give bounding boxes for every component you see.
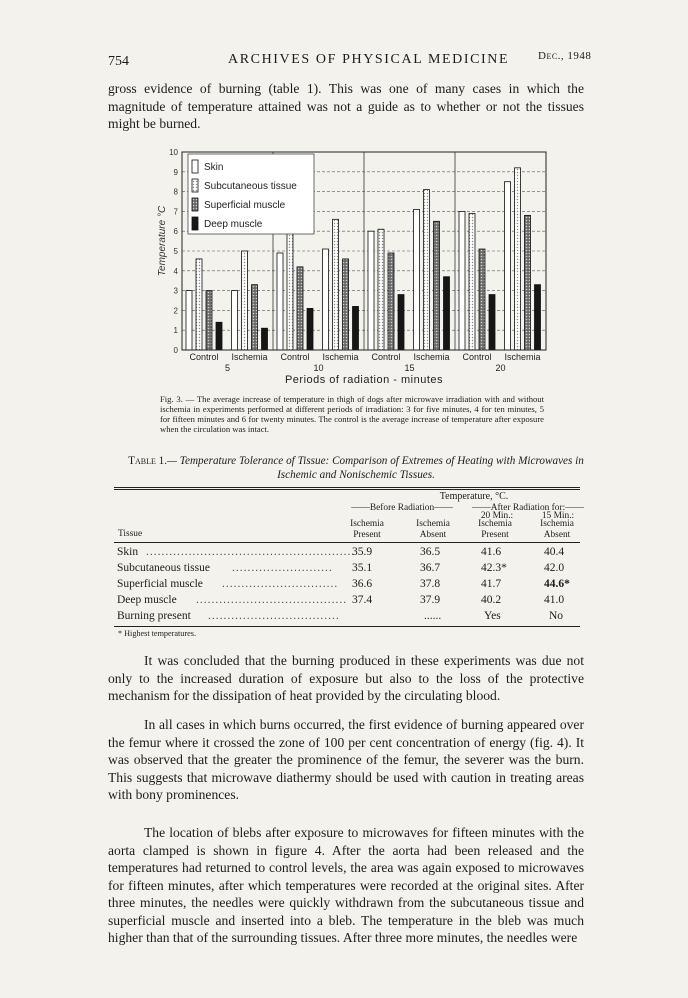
bar-subcutaneous-tissue <box>515 168 521 350</box>
table-cell: 36.6 <box>352 578 373 590</box>
table-row-tissue: Subcutaneous tissue <box>117 562 210 574</box>
issue-date: Dec., 1948 <box>538 50 592 62</box>
legend-swatch <box>192 198 198 211</box>
table-cell: 35.1 <box>352 562 373 574</box>
table-row-tissue: Deep muscle <box>117 594 177 606</box>
legend-label: Deep muscle <box>204 219 263 230</box>
y-tick-label: 4 <box>173 266 178 276</box>
table-header-rule <box>114 542 580 543</box>
table-cell: ...... <box>424 610 442 622</box>
after-15-min: 15 Min.: <box>541 511 575 521</box>
x-subgroup-label: Control <box>371 352 401 362</box>
bar-superficial-muscle <box>252 285 258 350</box>
burns-paragraph: In all cases in which burns occurred, the first evidence of burning appeared over the femur where it crossed the zone of 100 per cent concentration of energy (fig. 4). It was observed that the greater the prominence of the femur, the severer was the burn. This suggests that microwave diathermy should be used with caution in treating areas with bony prominences. <box>108 717 584 802</box>
leader-dots: ....................................... <box>196 594 348 606</box>
bar-subcutaneous-tissue <box>242 251 248 350</box>
table-label: Table 1. <box>128 455 168 467</box>
table-cell: 41.6 <box>481 546 502 558</box>
leader-dots: .......................... <box>232 562 333 574</box>
table-row-tissue: Superficial muscle <box>117 578 203 590</box>
y-tick-label: 10 <box>169 148 178 157</box>
bar-deep-muscle <box>353 306 359 350</box>
bar-skin <box>186 291 192 350</box>
bar-deep-muscle <box>535 285 541 350</box>
bar-skin <box>368 231 374 350</box>
bar-superficial-muscle <box>297 267 303 350</box>
bar-superficial-muscle <box>479 249 485 350</box>
figure-caption: Fig. 3. — The average increase of temperature in thigh of dogs after microwave irradiation with and without ischemia in experiments performed at different periods of irradiation: 3 for five minutes, 4 for ten minutes, 5 for fifteen minutes and 6 for twenty minutes. The control is the average increase of temperature after exposure when the circulation was intact. <box>160 394 544 434</box>
leader-dots: .................................. <box>208 610 340 622</box>
y-tick-label: 9 <box>173 167 178 177</box>
after-radiation-header: ——After Radiation for:—— <box>472 503 584 513</box>
bar-superficial-muscle <box>206 291 212 350</box>
table-cell: 41.7 <box>481 578 502 590</box>
legend-label: Subcutaneous tissue <box>204 181 297 192</box>
bar-deep-muscle <box>489 295 495 350</box>
x-subgroup-label: Ischemia <box>504 352 541 362</box>
table-top-rule <box>114 487 580 488</box>
table-cell: 40.2 <box>481 594 502 606</box>
bar-superficial-muscle <box>388 253 394 350</box>
before-radiation-header: ——Before Radiation—— <box>351 503 453 513</box>
x-subgroup-label: Control <box>280 352 310 362</box>
x-period-label: 15 <box>404 363 415 373</box>
x-subgroup-label: Control <box>189 352 219 362</box>
bar-skin <box>277 253 283 350</box>
bar-superficial-muscle <box>525 215 531 350</box>
y-tick-label: 7 <box>173 207 178 217</box>
table-cell: 37.9 <box>420 594 441 606</box>
bar-subcutaneous-tissue <box>287 227 293 350</box>
bar-skin <box>323 249 329 350</box>
x-subgroup-label: Control <box>462 352 492 362</box>
x-period-label: 5 <box>224 363 231 373</box>
bar-subcutaneous-tissue <box>469 213 475 350</box>
legend-label: Skin <box>204 162 224 173</box>
table-cell: No <box>549 610 564 622</box>
legend-swatch <box>192 179 198 192</box>
bar-deep-muscle <box>398 295 404 350</box>
legend-label: Superficial muscle <box>204 200 286 211</box>
col-header-2: Ischemia Absent <box>416 519 450 540</box>
table-cell: 44.6* <box>544 578 570 590</box>
table-row-tissue: Skin <box>117 546 139 558</box>
bar-superficial-muscle <box>434 221 440 350</box>
bar-subcutaneous-tissue <box>424 190 430 350</box>
y-tick-label: 6 <box>173 227 178 237</box>
y-tick-label: 2 <box>173 306 178 316</box>
page-number: 754 <box>108 54 129 69</box>
bar-deep-muscle <box>444 277 450 350</box>
y-tick-label: 3 <box>173 286 178 296</box>
x-period-label: 20 <box>495 363 506 373</box>
bar-superficial-muscle <box>343 259 349 350</box>
leader-dots: ...................................................... <box>146 546 356 558</box>
x-period-label: 10 <box>313 363 324 373</box>
table-bottom-rule <box>114 626 580 627</box>
legend-swatch <box>192 160 198 173</box>
table-cell: 41.0 <box>544 594 565 606</box>
chart-legend <box>188 154 314 234</box>
intro-paragraph: gross evidence of burning (table 1). This was one of many cases in which the magnitude of temperature attained was not a guide as to whether or not the tissues might be burned. <box>108 81 584 131</box>
table-row-tissue: Burning present <box>117 610 191 622</box>
table-cell: 42.3* <box>481 562 507 574</box>
table-cell: 36.7 <box>420 562 441 574</box>
bar-skin <box>232 291 238 350</box>
bar-subcutaneous-tissue <box>196 259 202 350</box>
col-header-4: Ischemia Absent <box>540 519 574 540</box>
bar-skin <box>505 182 511 350</box>
legend-swatch <box>192 217 198 230</box>
blebs-paragraph: The location of blebs after exposure to microwaves for fifteen minutes with the aorta clamped is shown in figure 4. After the aorta had been released and the temperatures had returned to control levels, the area was again exposed to microwaves for fifteen minutes, after which temperatures were recorded at the original sites. After three minutes, the needles were quickly withdrawn from the subcutaneous tissue and superficial muscle and inserted into a bleb. The temperature in the bleb was much higher than that of the surrounding tissues. After three more minutes, the needles were <box>108 825 584 945</box>
after-20-min: 20 Min.: <box>480 511 514 521</box>
table-cell: 37.8 <box>420 578 441 590</box>
col-header-1: Ischemia Present <box>350 519 384 540</box>
bar-skin <box>459 211 465 350</box>
x-subgroup-label: Ischemia <box>231 352 268 362</box>
table-title <box>116 454 596 482</box>
table-cell: 36.5 <box>420 546 441 558</box>
bar-subcutaneous-tissue <box>333 219 339 350</box>
table-cell: 42.0 <box>544 562 565 574</box>
table-spanner: Temperature, °C. <box>439 491 509 502</box>
journal-title: ARCHIVES OF PHYSICAL MEDICINE <box>228 52 510 67</box>
table-footnote: * Highest temperatures. <box>118 629 196 638</box>
col-header-3: Ischemia Present <box>478 519 512 540</box>
table-cell: 40.4 <box>544 546 565 558</box>
bar-subcutaneous-tissue <box>378 229 384 350</box>
y-tick-label: 1 <box>173 326 178 336</box>
table-cell: Yes <box>484 610 501 622</box>
y-tick-label: 5 <box>173 247 178 256</box>
y-axis-label: Temperature °C <box>157 205 168 277</box>
y-tick-label: 8 <box>173 187 178 197</box>
x-subgroup-label: Ischemia <box>413 352 450 362</box>
bar-deep-muscle <box>307 308 313 350</box>
x-axis-label: Periods of radiation - minutes <box>284 374 444 386</box>
x-subgroup-label: Ischemia <box>322 352 359 362</box>
bar-skin <box>414 209 420 350</box>
table-top-rule-double <box>114 489 580 490</box>
table-cell: 35.9 <box>352 546 373 558</box>
bar-deep-muscle <box>262 328 268 350</box>
col-header-tissue: Tissue <box>118 529 143 539</box>
leader-dots: .............................. <box>222 578 339 590</box>
table-caption: — Temperature Tolerance of Tissue: Comparison of Extremes of Heating with Microwaves in Ischemic and Nonischemic Tissues. <box>167 455 584 481</box>
bar-chart <box>150 144 560 389</box>
bar-deep-muscle <box>216 322 222 350</box>
table-cell: 37.4 <box>352 594 373 606</box>
y-tick-label: 0 <box>173 346 178 355</box>
conclusion-paragraph: It was concluded that the burning produced in these experiments was due not only to the increased duration of exposure but also to the loss of the protective mechanism for the dissipation of heat provided by the circulating blood. <box>108 653 584 703</box>
